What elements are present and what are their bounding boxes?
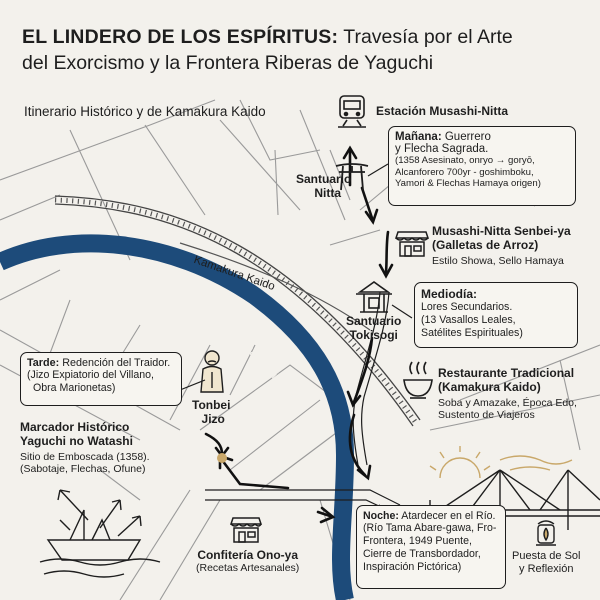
jizo-l1: Tonbei	[192, 398, 231, 412]
station-label: Estación Musashi-Nitta	[376, 104, 509, 118]
manana-l5: Yamori & Flechas Hamaya origen)	[395, 178, 541, 190]
train-icon	[338, 96, 366, 127]
onoya-l1: Confitería Ono-ya	[197, 548, 298, 562]
rest-l2: (Kamakura Kaido)	[438, 380, 541, 395]
tokisogi-l2: Tokisogi	[349, 328, 398, 343]
manana-head: Mañana:	[395, 131, 442, 143]
tokisogi-label	[346, 314, 401, 343]
onoya-l2: (Recetas Artesanales)	[196, 562, 300, 575]
marker-label	[20, 420, 150, 476]
senbei-l1: Musashi-Nitta Senbei-ya	[432, 224, 571, 238]
marker-l4: (Sabotaje, Flechas, Ofune)	[20, 463, 146, 476]
shop-icon	[396, 232, 428, 256]
manana-l1: Guerrero	[441, 131, 491, 143]
tarde-l1: Redención del Traidor.	[59, 357, 171, 369]
sunset-l2: y Reflexión	[519, 563, 574, 576]
senbei-l3: Estilo Showa, Sello Hamaya	[432, 254, 564, 267]
sunset-label	[512, 550, 581, 576]
noche-l2: (Río Tama Abare-gawa, Fro-	[363, 522, 497, 534]
nitta-label-l1: Santuario	[296, 172, 352, 186]
tarde-head: Tarde:	[27, 357, 60, 369]
page-subtitle: Itinerario Histórico y de Kamakura Kaido	[24, 104, 266, 119]
manana-box	[388, 126, 576, 206]
jizo-l2: Jizo	[201, 412, 225, 427]
tarde-box	[20, 352, 182, 406]
senbei-label	[432, 224, 571, 267]
mediodia-box	[414, 282, 578, 348]
jizo-icon	[201, 351, 223, 392]
mediodia-head: Mediodía:	[421, 287, 477, 301]
noche-l3: Frontera, 1949 Puente,	[363, 534, 472, 547]
river-label: Tamagawa River	[223, 322, 291, 393]
mediodia-l3: Satélites Espirituales)	[421, 326, 523, 339]
bowl-icon	[404, 362, 432, 398]
shop-icon	[231, 518, 261, 542]
sun-icon	[430, 446, 572, 478]
noche-head: Noche:	[363, 510, 399, 522]
manana-l2: y Flecha Sagrada.	[395, 143, 489, 155]
title-rest: Travesía por el Arte	[338, 26, 513, 48]
mediodia-l2: (13 Vasallos Leales,	[421, 313, 516, 326]
noche-l5: Inspiración Pictórica)	[363, 560, 462, 573]
boat-icon	[40, 490, 160, 577]
noche-l4: Cierre de Transbordador,	[363, 547, 481, 560]
marker-l3: Sitio de Emboscada (1358).	[20, 450, 150, 463]
senbei-l2: (Galletas de Arroz)	[432, 238, 539, 253]
rest-l1: Restaurante Tradicional	[438, 366, 575, 380]
marker-l1: Marcador Histórico	[20, 420, 130, 434]
marker-l2: Yaguchi no Watashi	[20, 434, 133, 449]
kamakura-kaido-label: Kamakura Kaido	[192, 254, 277, 294]
manana-l3: (1358 Asesinato, onryo → goryō,	[395, 155, 535, 166]
nitta-label	[296, 172, 351, 201]
tarde-l2: (Jizo Expiatorio del Villano,	[27, 369, 154, 381]
rest-l3: Soba y Amazake, Época Edo,	[438, 396, 577, 409]
sunset-l1: Puesta de Sol	[512, 550, 581, 562]
tokisogi-l1: Santuario	[346, 314, 402, 328]
onoya-label	[196, 548, 299, 575]
noche-box	[356, 505, 506, 589]
page-title	[22, 26, 513, 49]
lantern-icon	[536, 521, 556, 545]
marker-dot	[217, 453, 227, 463]
title-bold: EL LINDERO DE LOS ESPÍRITUS:	[22, 26, 339, 48]
jizo-label	[192, 398, 230, 427]
nitta-label-l2: Nitta	[314, 186, 341, 201]
page-title-line2: del Exorcismo y la Frontera Riberas de Yaguchi	[22, 52, 434, 74]
tarde-l3: Obra Marionetas)	[33, 381, 116, 394]
mediodia-l1: Lores Secundarios.	[421, 301, 513, 313]
rest-l4: Sustento de Viajeros	[438, 409, 535, 422]
restaurant-label	[438, 366, 577, 422]
noche-l1: Atardecer en el Río.	[398, 510, 496, 522]
manana-l4: Alcanforero 700yr - goshimboku,	[395, 166, 534, 178]
shrine-icon	[356, 282, 392, 312]
